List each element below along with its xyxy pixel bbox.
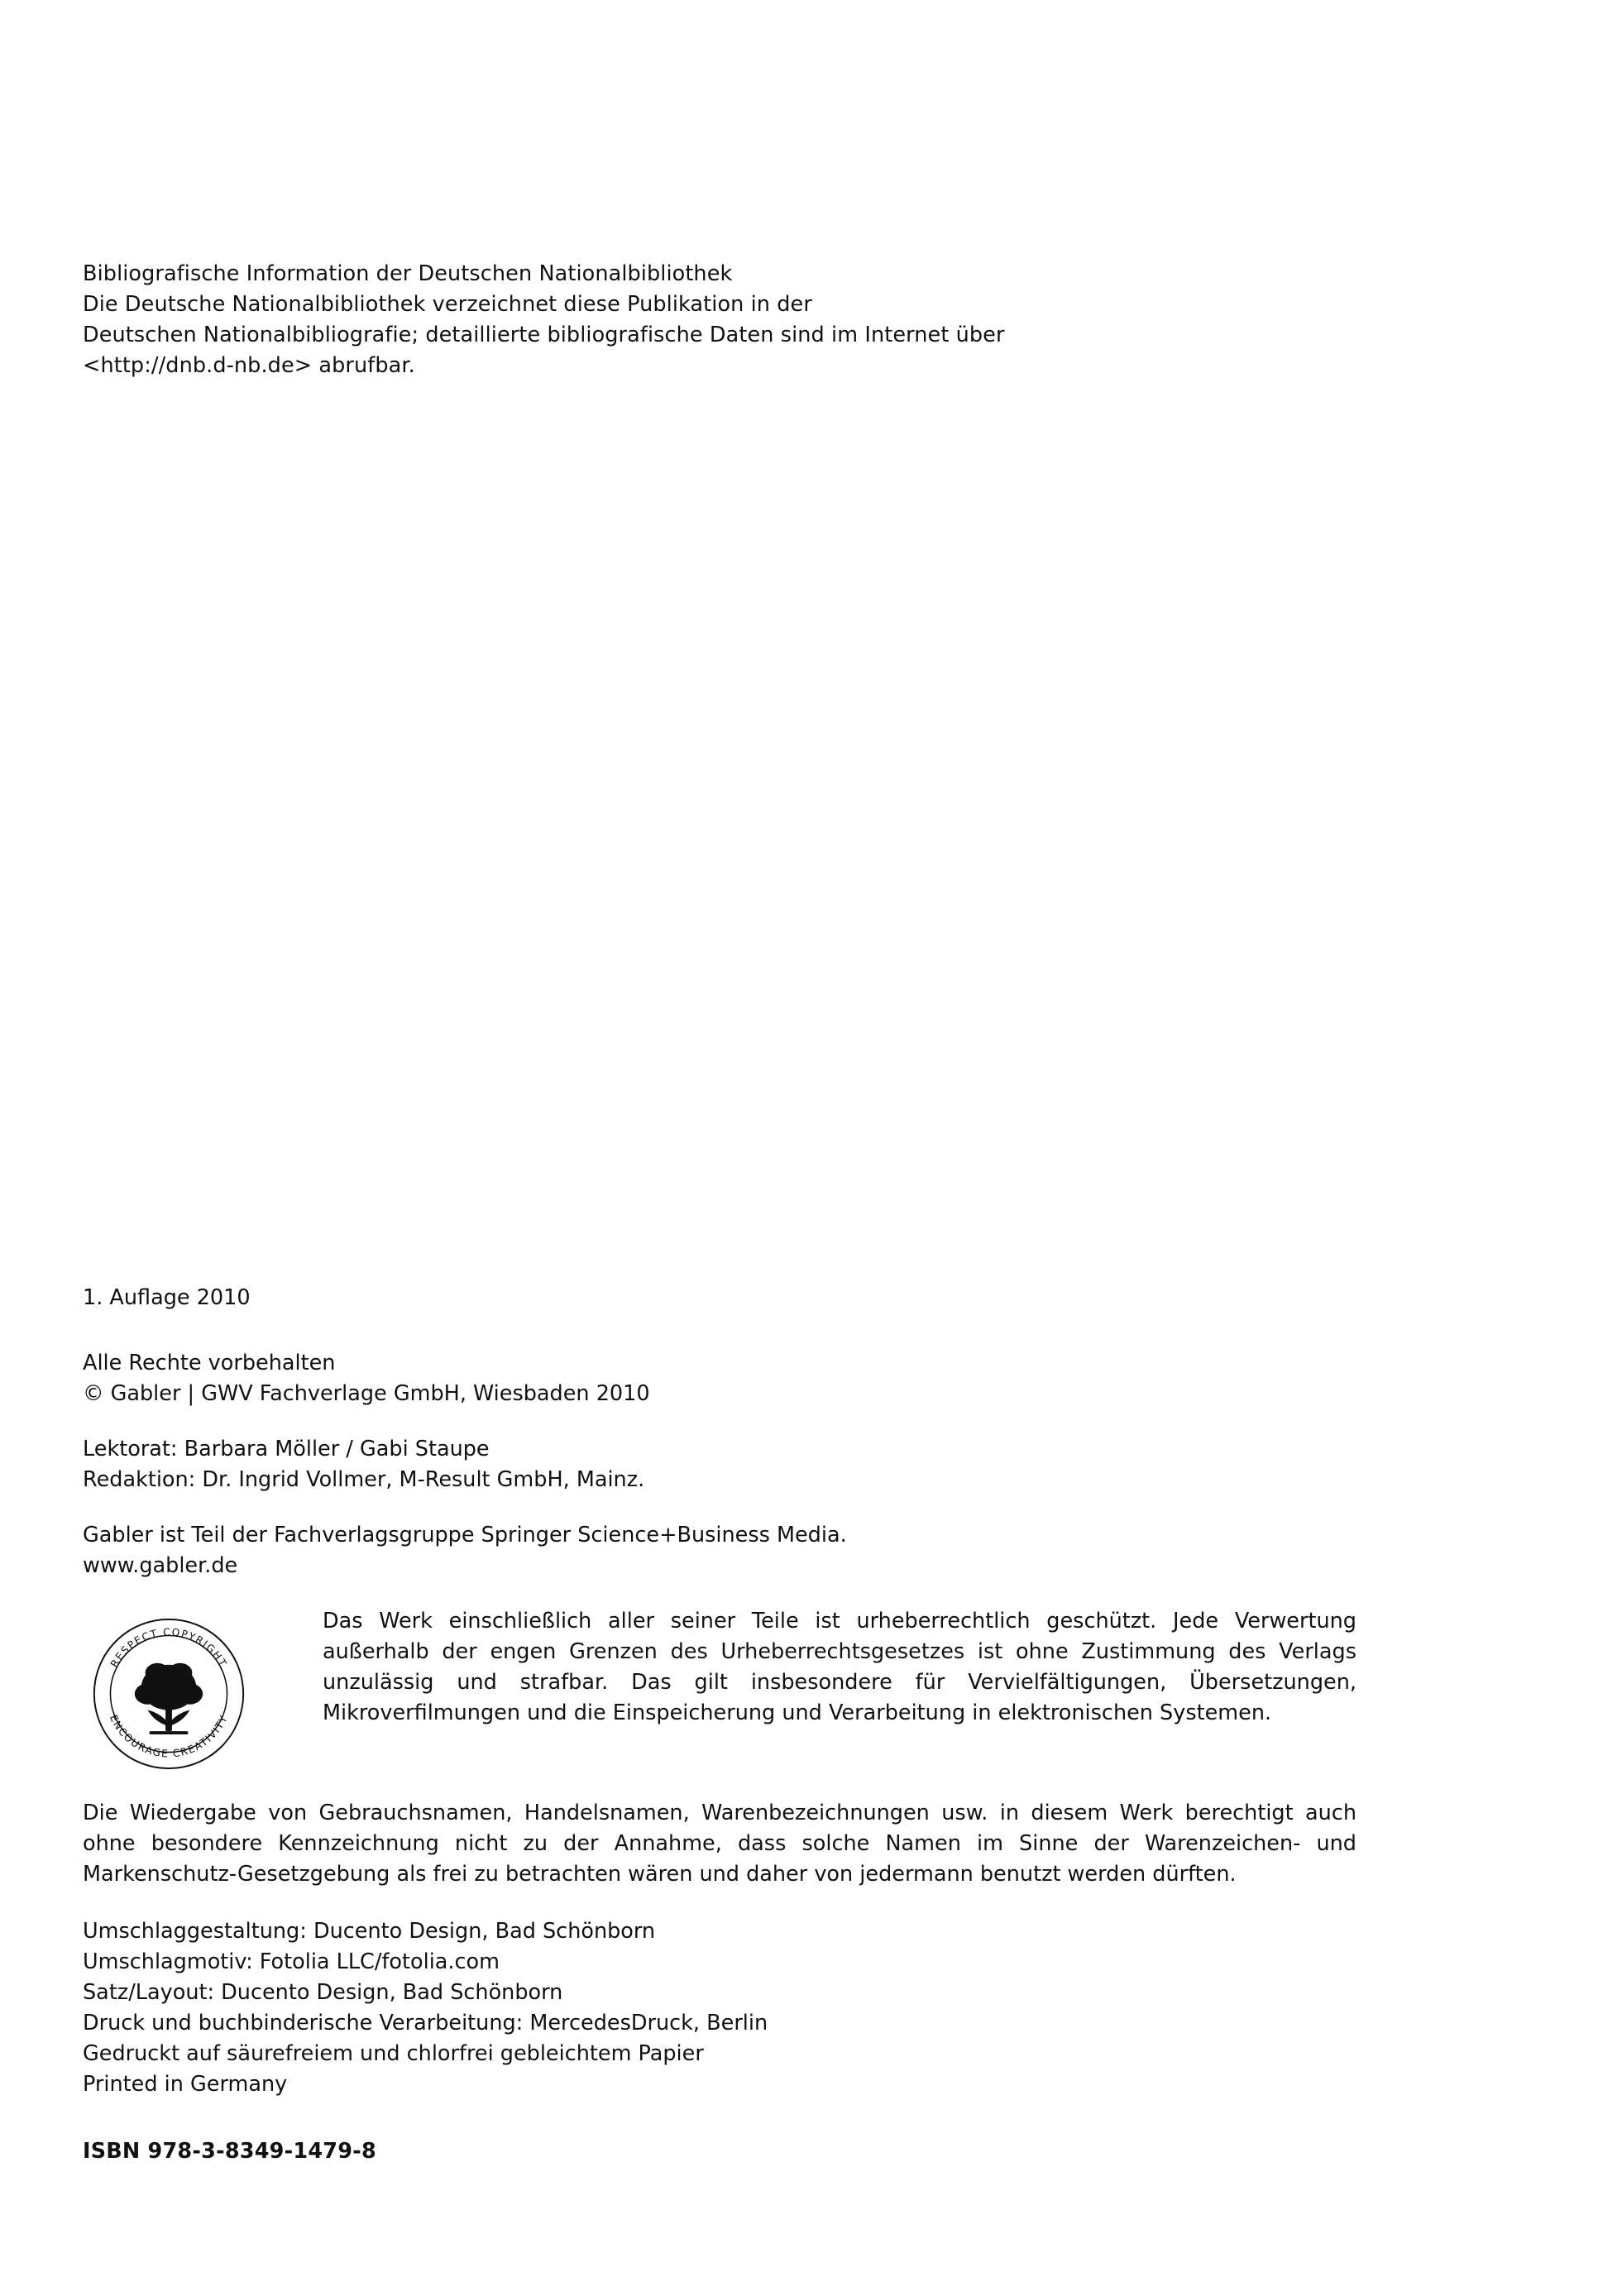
tree-seal-icon — [88, 1613, 250, 1775]
svg-text:RESPECT COPYRIGHT: RESPECT COPYRIGHT — [108, 1626, 230, 1670]
trademark-notice-text: Die Wiedergabe von Gebrauchsnamen, Handelsnamen, Warenbezeichnungen usw. in diesem Werk berechtigt auch ohne besondere Kennzeichnung nicht zu der Annahme, dass solche Namen im Sinne der Warenzeichen- und Markenschutz-Gesetzgebung als frei zu betrachten wären und daher von jedermann benutzt werden dürften. — [83, 1801, 1356, 1887]
rights-line-2: © Gabler | GWV Fachverlage GmbH, Wiesbaden 2010 — [83, 1381, 650, 1406]
editorial-credits — [83, 1434, 1356, 1495]
biblio-line-3: Deutschen Nationalbibliografie; detaillierte bibliografische Daten sind im Internet über — [83, 323, 1005, 347]
isbn-number: ISBN 978-3-8349-1479-8 — [83, 2139, 376, 2164]
copyright-notice-row — [83, 1606, 1356, 1772]
production-line-1: Umschlaggestaltung: Ducento Design, Bad Schönborn — [83, 1919, 656, 1944]
editorial-line-2: Redaktion: Dr. Ingrid Vollmer, M-Result GmbH, Mainz. — [83, 1467, 645, 1492]
production-line-4: Druck und buchbinderische Verarbeitung: MercedesDruck, Berlin — [83, 2011, 768, 2035]
copyright-notice-text: Das Werk einschließlich aller seiner Teile ist urheberrechtlich geschützt. Jede Verwertung außerhalb der engen Grenzen des Urheberrechtsgesetzes ist ohne Zustimmung des Verlags unzulässig und strafbar. Das gilt insbesondere für Vervielfältigungen, Übersetzungen, Mikroverfilmungen und die Einspeicherung und Verarbeitung in elektronischen Systemen. — [323, 1609, 1356, 1725]
biblio-line-4: <http://dnb.d-nb.de> abrufbar. — [83, 353, 415, 378]
production-line-6: Printed in Germany — [83, 2072, 288, 2097]
biblio-line-1: Bibliografische Information der Deutschen Nationalbibliothek — [83, 261, 733, 286]
svg-text:ENCOURAGE CREATIVITY: ENCOURAGE CREATIVITY — [107, 1713, 231, 1760]
publisher-group-info — [83, 1520, 1356, 1581]
rights-statement — [83, 1348, 1356, 1409]
biblio-line-2: Die Deutsche Nationalbibliothek verzeichnet diese Publikation in der — [83, 292, 812, 317]
edition-statement: 1. Auflage 2010 — [83, 1285, 251, 1310]
bibliographic-information — [83, 259, 1323, 381]
production-line-5: Gedruckt auf säurefreiem und chlorfrei gebleichtem Papier — [83, 2041, 704, 2066]
rights-line-1: Alle Rechte vorbehalten — [83, 1351, 336, 1375]
publisher-website[interactable]: www.gabler.de — [83, 1553, 238, 1578]
editorial-line-1: Lektorat: Barbara Möller / Gabi Staupe — [83, 1437, 490, 1461]
imprint-block — [83, 1283, 1356, 2167]
publisher-group-line: Gabler ist Teil der Fachverlagsgruppe Springer Science+Business Media. — [83, 1523, 847, 1547]
production-line-3: Satz/Layout: Ducento Design, Bad Schönborn — [83, 1980, 563, 2005]
production-credits — [83, 1916, 1356, 2100]
production-line-2: Umschlagmotiv: Fotolia LLC/fotolia.com — [83, 1949, 500, 1974]
